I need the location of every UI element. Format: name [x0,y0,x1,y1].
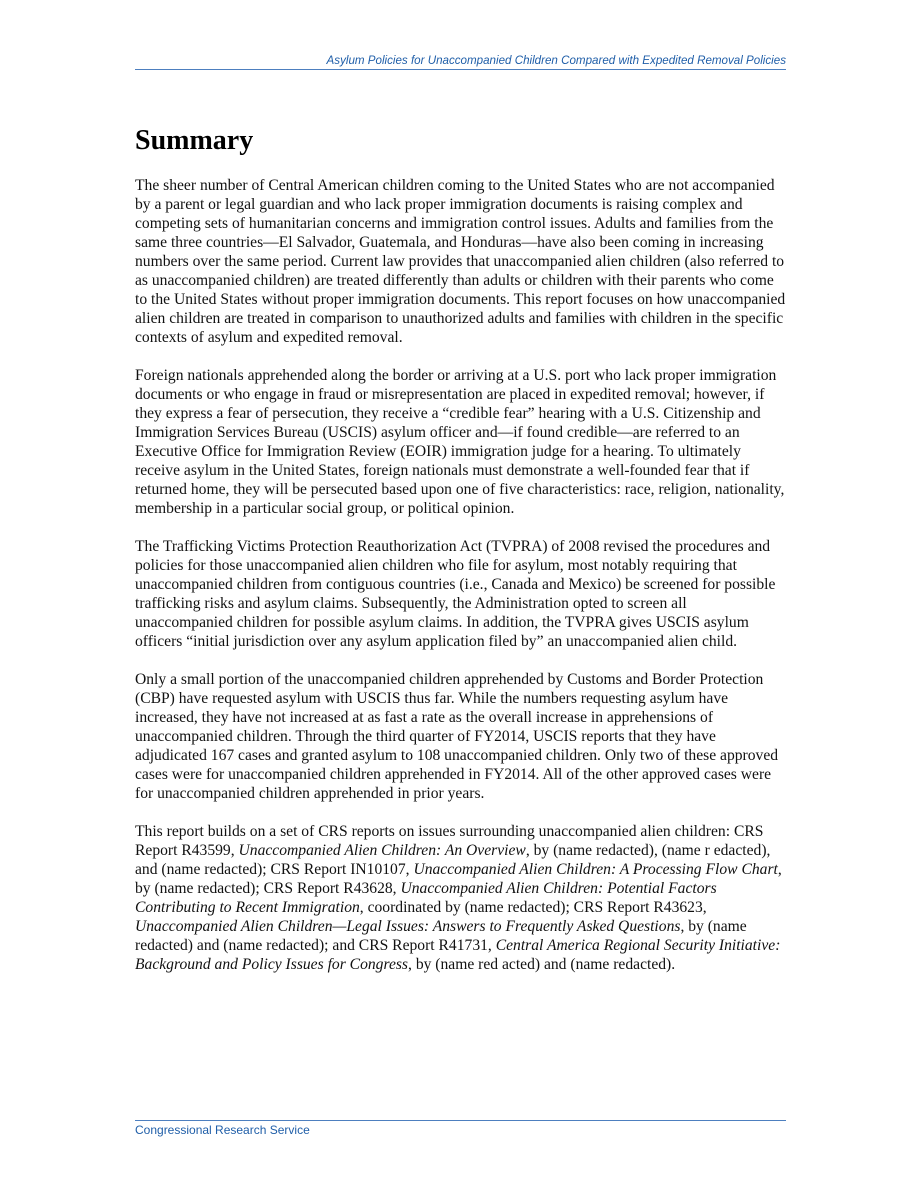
report-title-flow-chart: Unaccompanied Alien Children: A Processing Flow Chart [413,861,778,878]
related-reports-text: , by (name redacted); CRS Report R43628, [135,861,782,897]
related-reports-text: , coordinated by (name redacted); CRS Report R43623, [359,899,707,916]
related-reports-text: This report builds on a set of CRS reports on issues surrounding unaccompanied alien children: CRS Report R43599, [135,823,764,859]
report-title-potential-factors: Unaccompanied Alien Children: Potential Factors Contributing to Recent Immigration [135,880,717,916]
related-reports-text: , by (name redacted) and (name redacted); and CRS Report R41731, [135,918,747,954]
paragraph-expedited-removal: Foreign nationals apprehended along the border or arriving at a U.S. port who lack proper immigration documents or who engage in fraud or misrepresentation are placed in expedited removal; however, if they express a fear of persecution, they receive a “credible fear” hearing with a U.S. Citizenship and Immigration Services Bureau (USCIS) asylum officer and—if found credible—are referred to an Executive Office for Immigration Review (EOIR) immigration judge for a hearing. To ultimately receive asylum in the United States, foreign nationals must demonstrate a well-founded fear that if returned home, they will be persecuted based upon one of five characteristics: race, religion, nationality, membership in a particular social group, or political opinion. [135,367,785,517]
footer-divider [135,1120,786,1121]
footer-source: Congressional Research Service [135,1123,310,1137]
report-title-carsi: Central America Regional Security Initiative: Background and Policy Issues for Congress [135,937,781,973]
paragraph-related-reports [135,822,786,974]
paragraph-overview: The sheer number of Central American children coming to the United States who are not accompanied by a parent or legal guardian and who lack proper immigration documents is raising complex and competing sets of humanitarian concerns and immigration control issues. Adults and families from the same three countries—El Salvador, Guatemala, and Honduras—have also been coming in increasing numbers over the same period. Current law provides that unaccompanied alien children (also referred to as unaccompanied children) are treated differently than adults or children with their parents who come to the United States without proper immigration documents. This report focuses on how unaccompanied alien children are treated in comparison to unauthorized adults and families with children in the specific contexts of asylum and expedited removal. [135,177,786,346]
header-divider [135,69,786,70]
report-title-legal-issues: Unaccompanied Alien Children—Legal Issues: Answers to Frequently Asked Questions [135,918,681,935]
related-reports-text: , by (name redacted), (name r edacted), and (name redacted); CRS Report IN10107, [135,842,771,878]
paragraph-tvpra: The Trafficking Victims Protection Reauthorization Act (TVPRA) of 2008 revised the procedures and policies for those unaccompanied alien children who file for asylum, most notably requiring that unaccompanied children from contiguous countries (i.e., Canada and Mexico) be screened for possible trafficking risks and asylum claims. Subsequently, the Administration opted to screen all unaccompanied children for possible asylum claims. In addition, the TVPRA gives USCIS asylum officers “initial jurisdiction over any asylum application filed by” an unaccompanied alien child. [135,538,776,650]
report-title-overview: Unaccompanied Alien Children: An Overview [238,842,526,859]
related-reports-text: , by (name red acted) and (name redacted). [408,956,676,973]
running-header: Asylum Policies for Unaccompanied Children Compared with Expedited Removal Policies [326,54,786,67]
summary-body [135,176,786,993]
paragraph-asylum-requests: Only a small portion of the unaccompanied children apprehended by Customs and Border Protection (CBP) have requested asylum with USCIS thus far. While the numbers requesting asylum have increased, they have not increased at as fast a rate as the overall increase in apprehensions of unaccompanied children. Through the third quarter of FY2014, USCIS reports that they have adjudicated 167 cases and granted asylum to 108 unaccompanied children. Only two of these approved cases were for unaccompanied children apprehended in FY2014. All of the other approved cases were for unaccompanied children apprehended in prior years. [135,671,779,802]
page-title: Summary [135,125,254,156]
